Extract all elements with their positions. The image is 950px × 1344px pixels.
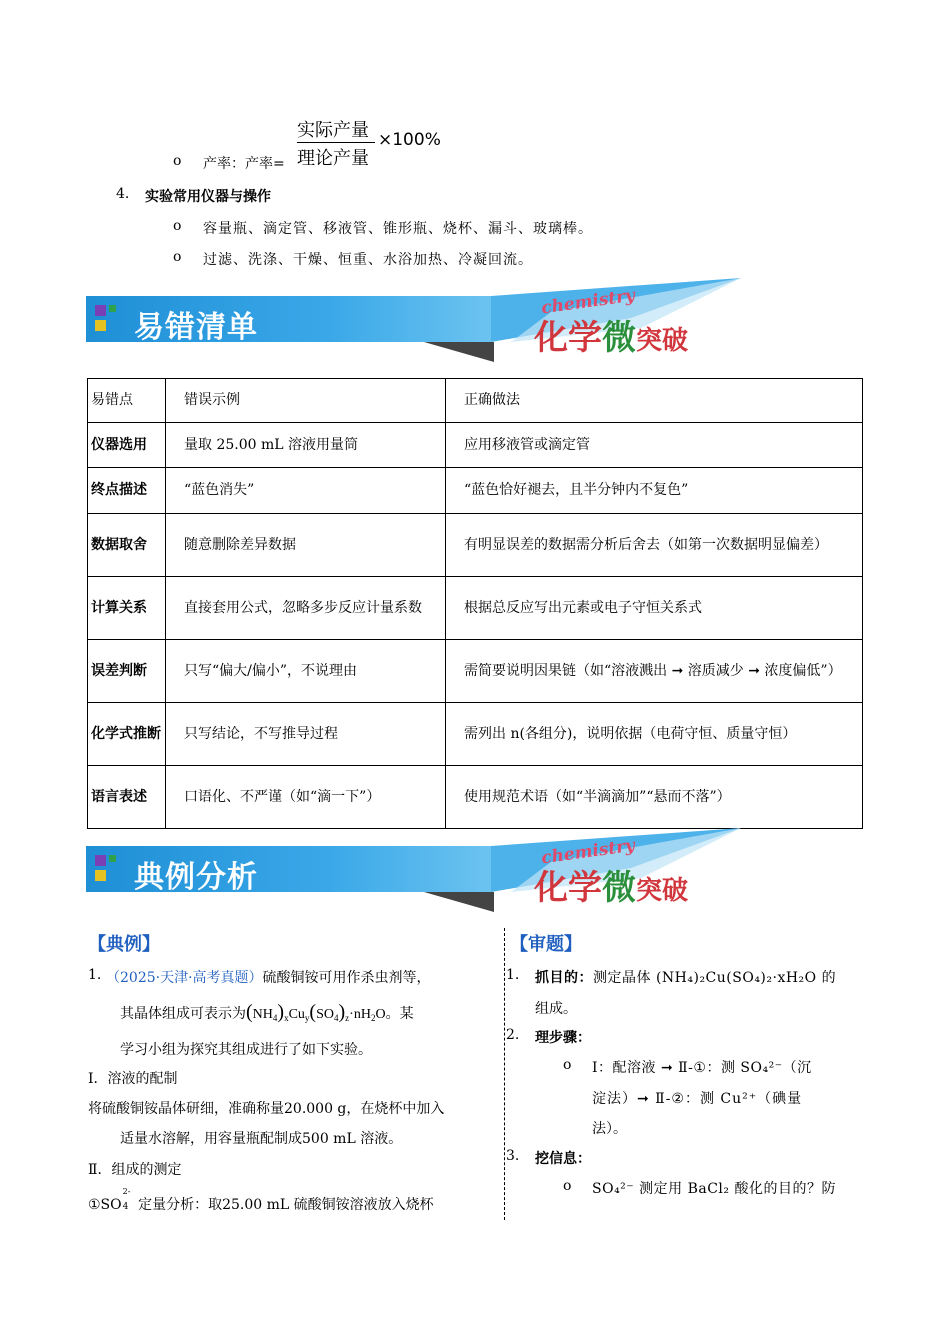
table-row (88, 577, 863, 640)
table-cell: 终点描述 (88, 468, 166, 514)
banner-brand (534, 310, 688, 359)
f-nh4: NH (252, 1007, 273, 1022)
review-3-label: 挖信息： (535, 1151, 591, 1167)
table-cell: 随意删除差异数据 (166, 514, 446, 577)
table-row (88, 423, 863, 468)
question-intro: 硫酸铜铵可用作杀虫剂等， (262, 970, 431, 986)
review-2-number: 2. (506, 1027, 520, 1043)
table-cell: 误差判断 (88, 640, 166, 703)
f-z: z (345, 1013, 350, 1023)
f-o: O (375, 1007, 386, 1022)
review-3-info-line: SO₄²⁻ 测定用 BaCl₂ 酸化的目的？防 (592, 1181, 836, 1197)
section-title: 实验常用仪器与操作 (145, 189, 271, 205)
question-line-3: 学习小组为探究其组成进行了如下实验。 (120, 1042, 372, 1058)
table-header-cell: 易错点 (88, 379, 166, 423)
list-item: 过滤、洗涤、干燥、恒重、水浴加热、冷凝回流。 (203, 252, 533, 268)
f-x: x (284, 1013, 289, 1023)
paragraph-1b: 适量水溶解，用容量瓶配制成500 mL 溶液。 (120, 1131, 403, 1147)
table-cell: 有明显误差的数据需分析后舍去（如第一次数据明显偏差） (446, 514, 863, 577)
section-banner-errors (86, 285, 746, 371)
table-cell: 仪器选用 (88, 423, 166, 468)
table-row (88, 514, 863, 577)
column-divider (504, 928, 505, 1220)
table-cell: 需列出 n(各组分)，说明依据（电荷守恒、质量守恒） (446, 703, 863, 766)
table-cell: 需简要说明因果链（如“溶液溅出 ➞ 溶质减少 ➞ 浓度偏低”） (446, 640, 863, 703)
table-cell: 只写结论，不写推导过程 (166, 703, 446, 766)
banner-shadow (424, 342, 494, 362)
table-cell: 使用规范术语（如“半滴滴加”“悬而不落”） (446, 766, 863, 829)
section-banner-examples (86, 835, 746, 921)
brand-part-3: 突破 (636, 326, 689, 356)
question-source: （2025·天津·高考真题） (106, 970, 263, 986)
last-sup: 2- (122, 1187, 131, 1196)
f-y: y (304, 1013, 310, 1023)
brand-part-3: 突破 (636, 876, 689, 906)
review-1-text: 测定晶体 (NH₄)₂Cu(SO₄)₂·xH₂O 的 (593, 970, 837, 986)
table-header-cell: 正确做法 (446, 379, 863, 423)
f-cu: Cu (288, 1007, 305, 1022)
part-1-title: Ⅰ．溶液的配制 (88, 1071, 178, 1087)
review-1-number: 1. (506, 967, 520, 983)
banner-title: 典例分析 (134, 860, 258, 895)
banner-brand (534, 860, 688, 909)
table-cell: 化学式推断 (88, 703, 166, 766)
f-so4: SO (316, 1007, 334, 1022)
table-cell: 数据取舍 (88, 514, 166, 577)
sulfate-analysis-line (88, 1187, 434, 1214)
errors-table (87, 378, 863, 829)
review-2-label: 理步骤： (535, 1030, 591, 1046)
banner-shadow (424, 892, 494, 912)
question-line-1 (106, 967, 431, 987)
bullet-marker: o (173, 249, 182, 265)
banner-chemistry: chemistry (540, 285, 637, 319)
last-sub: 4 (122, 1202, 129, 1212)
table-cell: “蓝色恰好褪去，且半分钟内不复色” (446, 468, 863, 514)
table-cell: 口语化、不严谨（如“滴一下”） (166, 766, 446, 829)
table-cell: 量取 25.00 mL 溶液用量筒 (166, 423, 446, 468)
banner-square-purple (95, 305, 106, 316)
last-text: 定量分析：取25.00 mL 硫酸铜铵溶液放入烧杯 (138, 1197, 434, 1213)
fraction-line (297, 142, 375, 143)
table-cell: 语言表述 (88, 766, 166, 829)
bullet-marker: o (563, 1178, 572, 1194)
review-2-step-line-2: 淀法）➞ Ⅱ-②：测 Cu²⁺（碘量 (592, 1091, 803, 1107)
section-number: 4. (116, 186, 130, 202)
table-row (88, 640, 863, 703)
banner-chemistry: chemistry (540, 835, 637, 869)
table-cell: 根据总反应写出元素或电子守恒关系式 (446, 577, 863, 640)
part-2-title: Ⅱ．组成的测定 (88, 1162, 182, 1178)
review-3-number: 3. (506, 1148, 520, 1164)
brand-part-1: 化学 (534, 318, 602, 358)
banner-square-green (109, 855, 116, 862)
table-header-row (88, 379, 863, 423)
banner-square-yellow (95, 870, 106, 881)
fraction-numerator: 实际产量 (297, 120, 369, 141)
table-header-cell: 错误示例 (166, 379, 446, 423)
list-item: 容量瓶、滴定管、移液管、锥形瓶、烧杯、漏斗、玻璃棒。 (203, 221, 593, 237)
bullet-marker: o (173, 218, 182, 234)
bullet-marker: o (563, 1057, 572, 1073)
table-cell: 只写“偏大/偏小”，不说理由 (166, 640, 446, 703)
question-number: 1. (88, 967, 102, 983)
brand-part-2: 微 (602, 318, 636, 358)
banner-square-purple (95, 855, 106, 866)
review-1-line-2: 组成。 (535, 1001, 577, 1017)
f-h2o-sub: 2 (370, 1013, 376, 1023)
last-prefix: ①SO (88, 1197, 122, 1213)
table-cell: 直接套用公式，忽略多步反应计量系数 (166, 577, 446, 640)
question-line-2 (120, 1001, 414, 1024)
banner-square-yellow (95, 320, 106, 331)
brand-part-2: 微 (602, 868, 636, 908)
bullet-marker: o (173, 153, 182, 169)
table-cell: 计算关系 (88, 577, 166, 640)
fraction-multiplier: ×100% (378, 130, 441, 150)
review-heading: 【审题】 (510, 934, 582, 955)
yield-label: 产率：产率= (203, 156, 285, 172)
table-row (88, 468, 863, 514)
banner-square-green (109, 305, 116, 312)
table-row (88, 703, 863, 766)
paragraph-1a: 将硫酸铜铵晶体研细，准确称量20.000 g，在烧杯中加入 (88, 1101, 445, 1117)
formula-tail: 。某 (385, 1006, 414, 1022)
compound-formula: $(NH_4)_xCu_y(SO_4)_z\cdot nH_2O$ (246, 1001, 386, 1023)
f-nh2o: ·nH (349, 1007, 371, 1022)
f-nh4-sub: 4 (272, 1013, 278, 1023)
fraction-denominator: 理论产量 (297, 148, 369, 169)
table-cell: 应用移液管或滴定管 (446, 423, 863, 468)
table-row (88, 766, 863, 829)
review-1-line (535, 967, 836, 987)
example-heading: 【典例】 (88, 934, 160, 955)
formula-prefix: 其晶体组成可表示为 (120, 1006, 246, 1022)
banner-title: 易错清单 (134, 310, 258, 345)
table-cell: “蓝色消失” (166, 468, 446, 514)
review-2-step-line-1: Ⅰ：配溶液 ➞ Ⅱ-①：测 SO₄²⁻（沉 (592, 1060, 812, 1076)
f-so4-sub: 4 (334, 1013, 339, 1023)
brand-part-1: 化学 (534, 868, 602, 908)
review-2-step-line-3: 法）。 (592, 1121, 627, 1137)
review-1-label: 抓目的： (535, 970, 593, 986)
